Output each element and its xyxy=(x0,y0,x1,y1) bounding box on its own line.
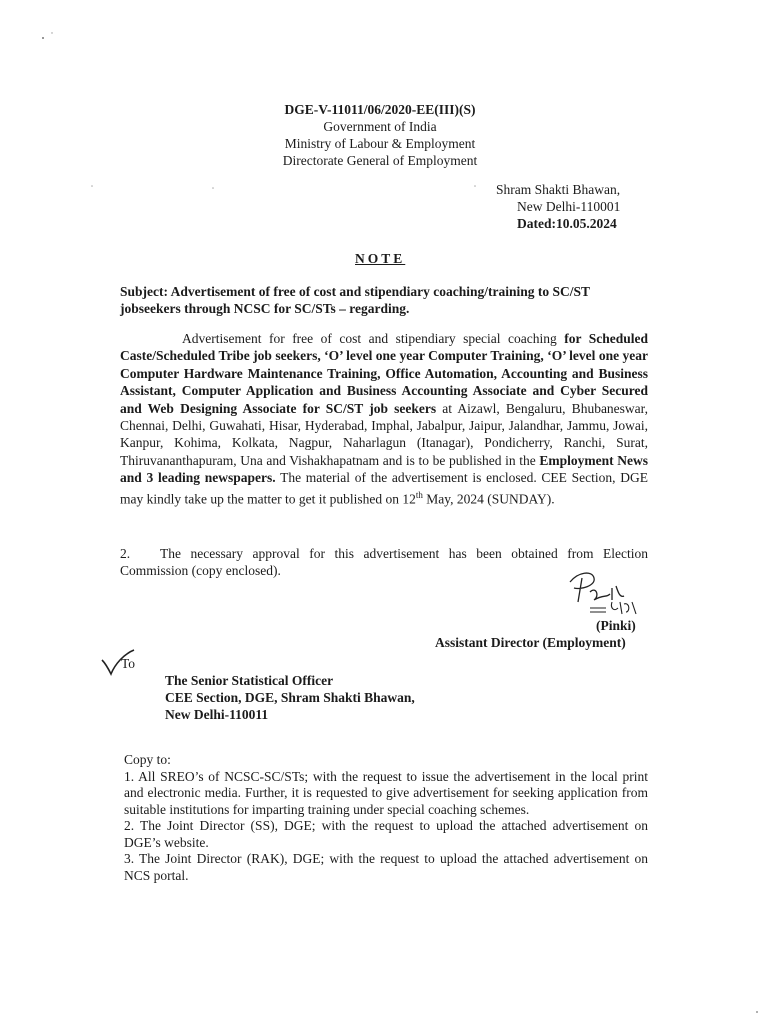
handwritten-signature xyxy=(560,568,650,622)
letterhead-line-ministry: Ministry of Labour & Employment xyxy=(284,136,476,151)
paragraph-2-text: The necessary approval for this advertisement has been obtained from Election Commission (copy enclosed). xyxy=(120,546,648,578)
paragraph-1-intro: Advertisement for free of cost and stipendiary special coaching xyxy=(182,331,565,346)
letterhead-line-government: Government of India xyxy=(323,119,437,134)
paragraph-1-tail: The material of the advertisement is enclosed. CEE Section, DGE may kindly take up the matter to get it published on 12 xyxy=(120,470,648,507)
paragraph-1-courses: for Scheduled Caste/Scheduled Tribe job seekers, ‘O’ level one year Computer Training, ‘O’ level one year Computer Hardware Maintenance Training, Office Automation, Accounting and Business Assistant, Computer Application and Business Accounting Associate and Cyber Secured and Web Designing Associate for SC/ST job seekers xyxy=(120,331,648,416)
paragraph-1-cities: at Aizawl, Bengaluru, Bhubaneswar, Chennai, Delhi, Guwahati, Hisar, Hyderabad, Imphal, Jabalpur, Jaipur, Jalandhar, Jammu, Jowai, Kanpur, Kohima, Kolkata, Nagpur, Naharlagun (Itanagar), Pondicherry, Ranchi, Surat, Thiruvananthapuram, Una and Vishakhapatnam and is to be published in the xyxy=(120,400,648,468)
copy-to-section xyxy=(124,752,648,884)
document-date: Dated:10.05.2024 xyxy=(517,216,617,231)
paragraph-1-publication: Employment News and 3 leading newspapers. xyxy=(120,452,648,486)
date-ordinal-suffix: th xyxy=(415,489,423,500)
address-line-city: New Delhi-110001 xyxy=(517,199,621,214)
recipient-section: CEE Section, DGE, Shram Shakti Bhawan, xyxy=(165,690,415,705)
sender-address xyxy=(496,181,620,232)
recipient-title: The Senior Statistical Officer xyxy=(165,673,334,688)
copy-to-heading: Copy to: xyxy=(124,752,171,767)
reference-number: DGE-V-11011/06/2020-EE(III)(S) xyxy=(284,102,476,117)
copy-to-item: 1. All SREO’s of NCSC-SC/STs; with the request to issue the advertisement in the local print and electronic media. Further, it is requested to give advertisement for seeking application from suitable institutions for imparting training under special coaching schemes. xyxy=(124,768,648,817)
paragraph-1-date: May, 2024 (SUNDAY). xyxy=(422,491,555,507)
note-title: NOTE xyxy=(355,251,406,266)
paragraph-1 xyxy=(120,330,648,508)
copy-to-item: 2. The Joint Director (SS), DGE; with the request to upload the attached advertisement on DGE’s website. xyxy=(124,818,648,850)
letterhead-line-directorate: Directorate General of Employment xyxy=(282,153,478,168)
subject-line: Subject: Advertisement of free of cost and stipendiary coaching/training to SC/ST jobseekers through NCSC for SC/STs – regarding. xyxy=(120,284,590,316)
signatory-name: (Pinki) xyxy=(596,618,636,633)
to-label: To xyxy=(121,656,136,671)
paragraph-2-number: 2. xyxy=(120,546,131,561)
address-line-building: Shram Shakti Bhawan, xyxy=(496,182,621,197)
recipient-city: New Delhi-110011 xyxy=(165,707,269,722)
copy-to-item: 3. The Joint Director (RAK), DGE; with the request to upload the attached advertisement on NCS portal. xyxy=(124,851,648,883)
letterhead xyxy=(240,101,520,169)
signatory-designation: Assistant Director (Employment) xyxy=(435,635,626,650)
recipient-address xyxy=(165,672,415,723)
